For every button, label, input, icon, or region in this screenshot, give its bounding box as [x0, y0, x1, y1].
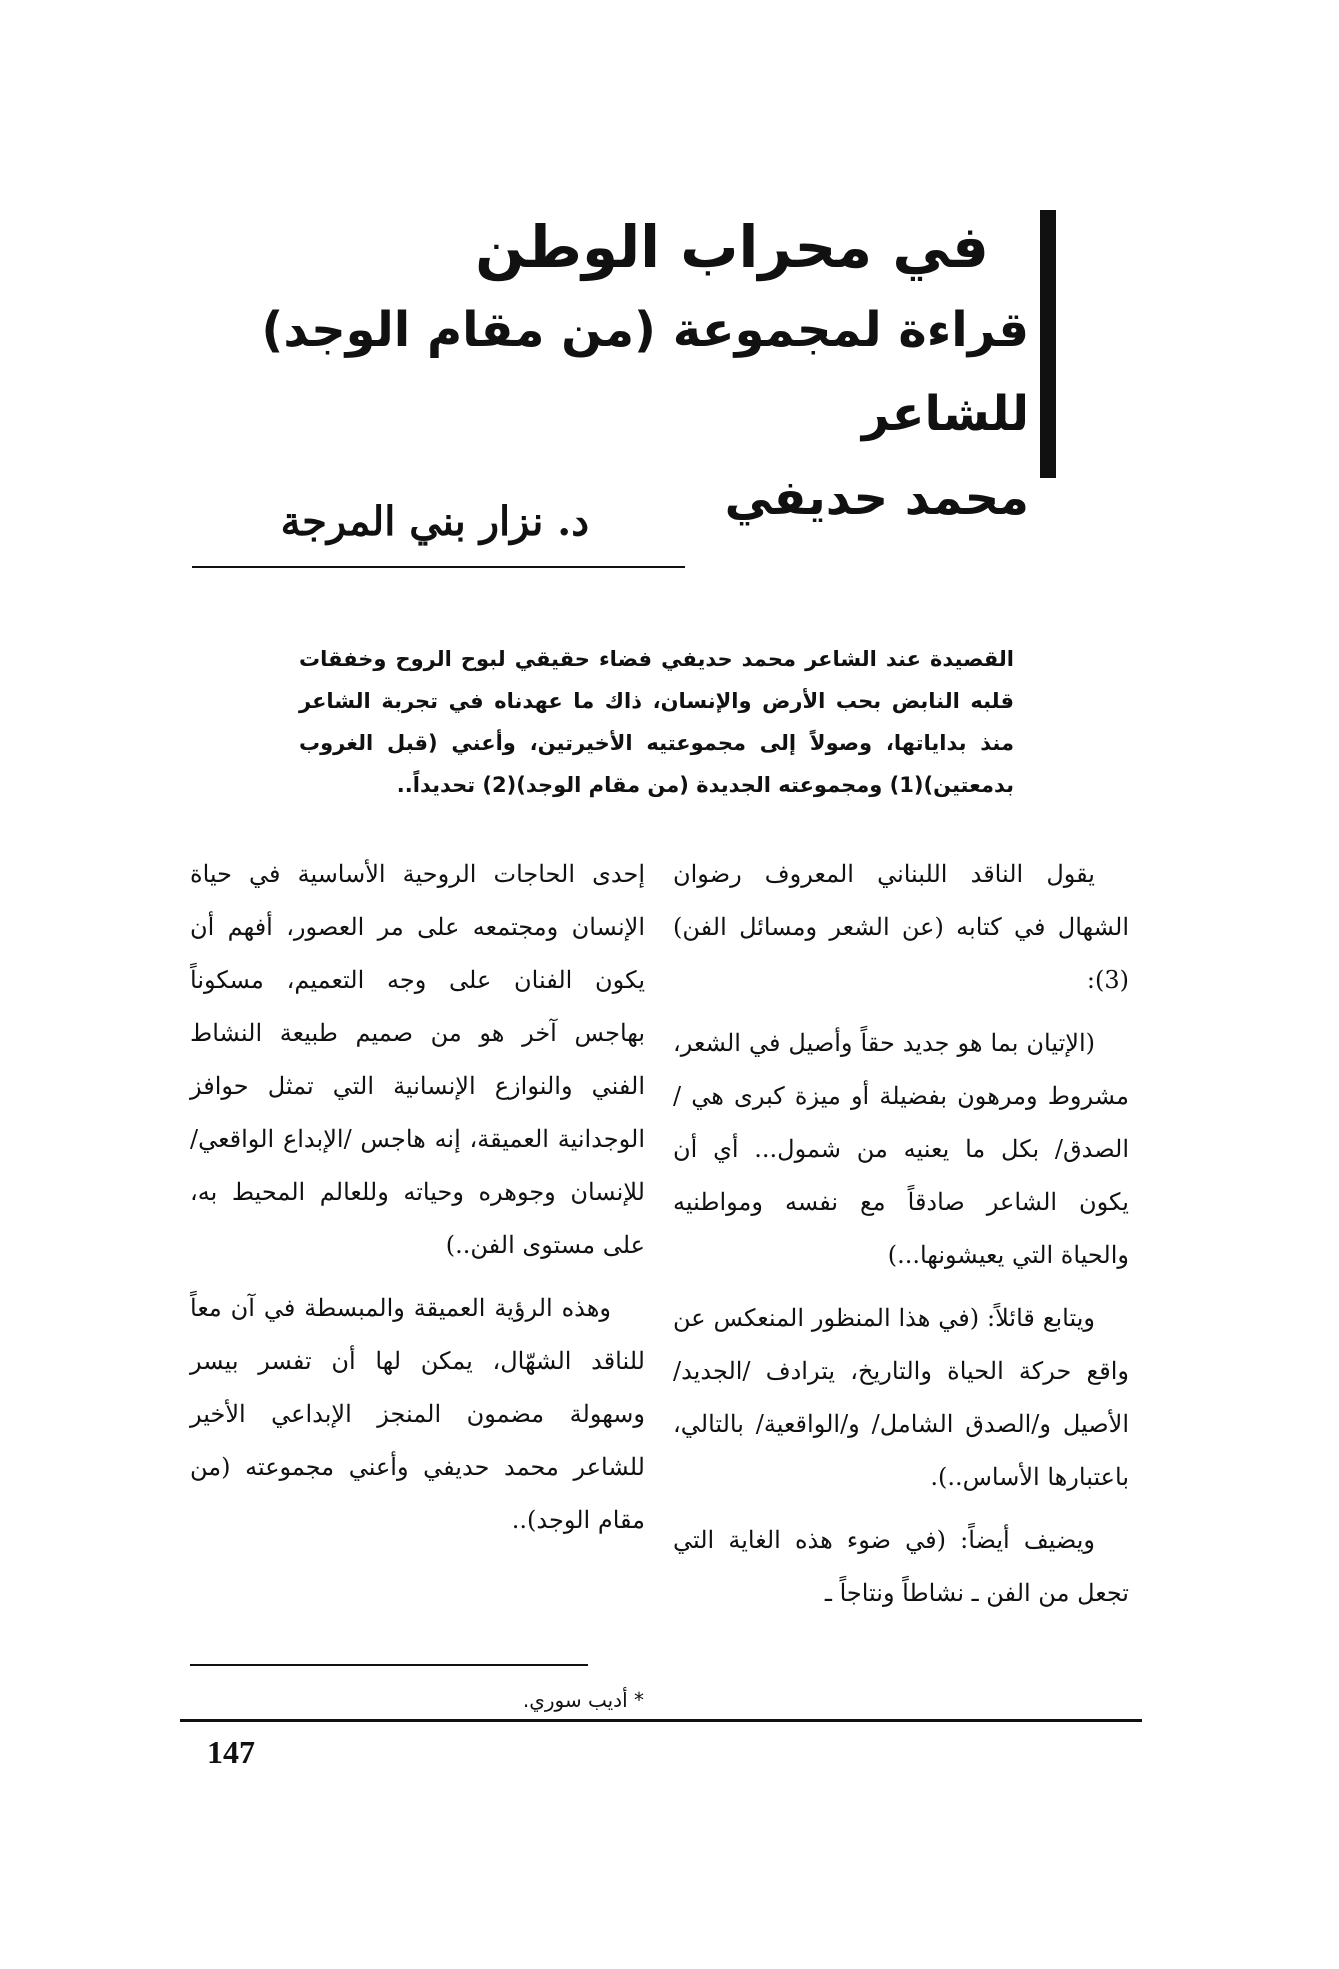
page-bottom-divider: [180, 1719, 1142, 1722]
title-block: [249, 212, 1029, 540]
article-title: في محراب الوطن: [475, 213, 989, 281]
footnote: * أديب سوري.: [522, 1688, 644, 1712]
title-accent-bar: [1040, 210, 1056, 478]
abstract-text: القصيدة عند الشاعر محمد حديفي فضاء حقيقي لبوح الروح وخفقات قلبه النابض بحب الأرض والإنسان، ذاك ما عهدناه في تجربة الشاعر منذ بداياتها، وصولاً إلى مجموعتيه الأخيرتين، وأعني (قبل الغروب بدمعتين)(1) ومجموعته الجديدة (من مقام الوجد)(2) تحديداً..: [299, 647, 1014, 797]
paragraph: ويتابع قائلاً: (في هذا المنظور المنعكس عن واقع حركة الحياة والتاريخ، يترادف /الجديد/ الأصيل و/الصدق الشامل/ و/الواقعية/ بالتالي، باعتبارها الأساس..).: [673, 1304, 1129, 1491]
article-subtitle-line-2: محمد حديفي: [724, 470, 1029, 526]
right-column: [673, 848, 1129, 1630]
article-subtitle-line-1: قراءة لمجموعة (من مقام الوجد) للشاعر: [261, 302, 1029, 442]
paragraph: يقول الناقد اللبناني المعروف رضوان الشهال في كتابه (عن الشعر ومسائل الفن)(3):: [673, 860, 1129, 994]
left-column: [190, 848, 645, 1557]
abstract: [299, 638, 1014, 806]
author-name: د. نزار بني المرجة: [280, 498, 589, 545]
page-number: 147: [207, 1734, 255, 1770]
paragraph: (الإتيان بما هو جديد حقاً وأصيل في الشعر، مشروط ومرهون بفضيلة أو ميزة كبرى هي /الصدق/ بكل ما يعنيه من شمول... أي أن يكون الشاعر صادقاً مع نفسه ومواطنيه والحياة التي يعيشونها...): [673, 1029, 1129, 1269]
author-divider: [192, 566, 685, 568]
paragraph: وهذه الرؤية العميقة والمبسطة في آن معاً للناقد الشهّال، يمكن لها أن تفسر بيسر وسهولة مضمون المنجز الإبداعي الأخير للشاعر محمد حديفي وأعني مجموعته (من مقام الوجد)..: [190, 1294, 645, 1534]
footnote-divider: [190, 1664, 588, 1666]
paragraph: ويضيف أيضاً: (في ضوء هذه الغاية التي تجعل من الفن ـ نشاطاً ونتاجاً ـ: [673, 1526, 1129, 1607]
paragraph: إحدى الحاجات الروحية الأساسية في حياة الإنسان ومجتمعه على مر العصور، أفهم أن يكون الفنان على وجه التعميم، مسكوناً بهاجس آخر هو من صميم طبيعة النشاط الفني والنوازع الإنسانية التي تمثل حوافز الوجدانية العميقة، إنه هاجس /الإبداع الواقعي/ للإنسان وجوهره وحياته وللعالم المحيط به، على مستوى الفن..): [190, 860, 645, 1259]
